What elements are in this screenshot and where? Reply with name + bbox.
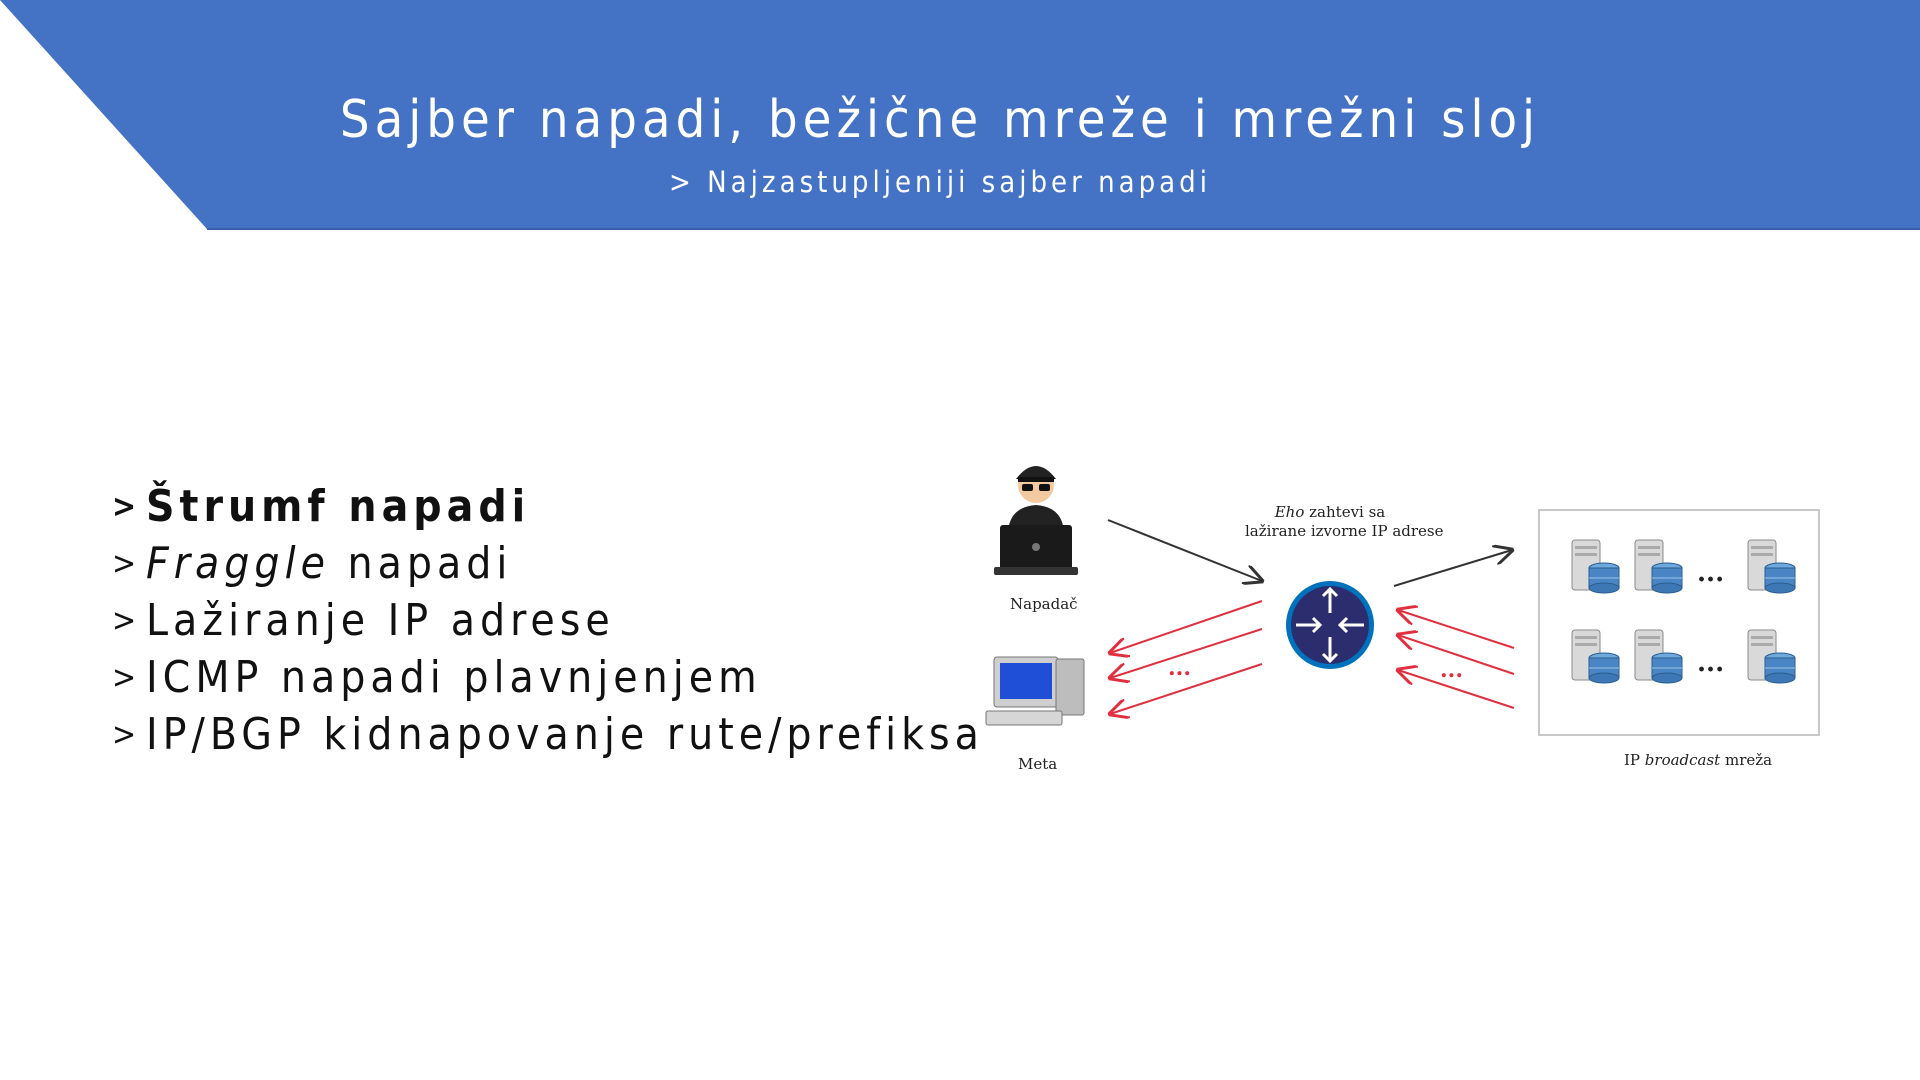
- bullet-list: [112, 478, 984, 763]
- hacker-icon: [994, 466, 1078, 575]
- reply-arrow: [1398, 610, 1514, 648]
- bullet-item: > IP/BGP kidnapovanje rute/prefiksa: [112, 709, 984, 760]
- bullet-item: > Fraggle napadi: [112, 538, 513, 589]
- broadcast-network-label: IP broadcast mreža: [1624, 751, 1773, 769]
- router-icon: [1286, 581, 1374, 669]
- attack-arrow: [1108, 520, 1262, 581]
- ellipsis-right: ...: [1440, 657, 1463, 683]
- header-banner: [0, 0, 1920, 230]
- smurf-attack-diagram: [980, 455, 1840, 795]
- bullet-item: > ICMP napadi plavnjenjem: [112, 652, 762, 703]
- reply-arrow: [1110, 601, 1262, 653]
- attack-arrow: [1394, 550, 1512, 586]
- page-subtitle: > Najzastupljeniji sajber napadi: [669, 165, 1211, 199]
- bullet-item: > Lažiranje IP adrese: [112, 595, 615, 646]
- bullet-item: > Štrumf napadi: [112, 481, 531, 532]
- ellipsis-servers-bottom: ...: [1697, 648, 1725, 678]
- target-label: Meta: [1018, 755, 1058, 773]
- ellipsis-servers-top: ...: [1697, 558, 1725, 588]
- computer-icon: [986, 657, 1084, 725]
- page-title: Sajber napadi, bežične mreže i mrežni sloj: [339, 90, 1541, 150]
- attacker-label: Napadač: [1010, 595, 1078, 613]
- echo-requests-label: Eho zahtevi sa lažirane izvorne IP adrese: [1245, 503, 1444, 540]
- ellipsis-left: ...: [1168, 655, 1191, 681]
